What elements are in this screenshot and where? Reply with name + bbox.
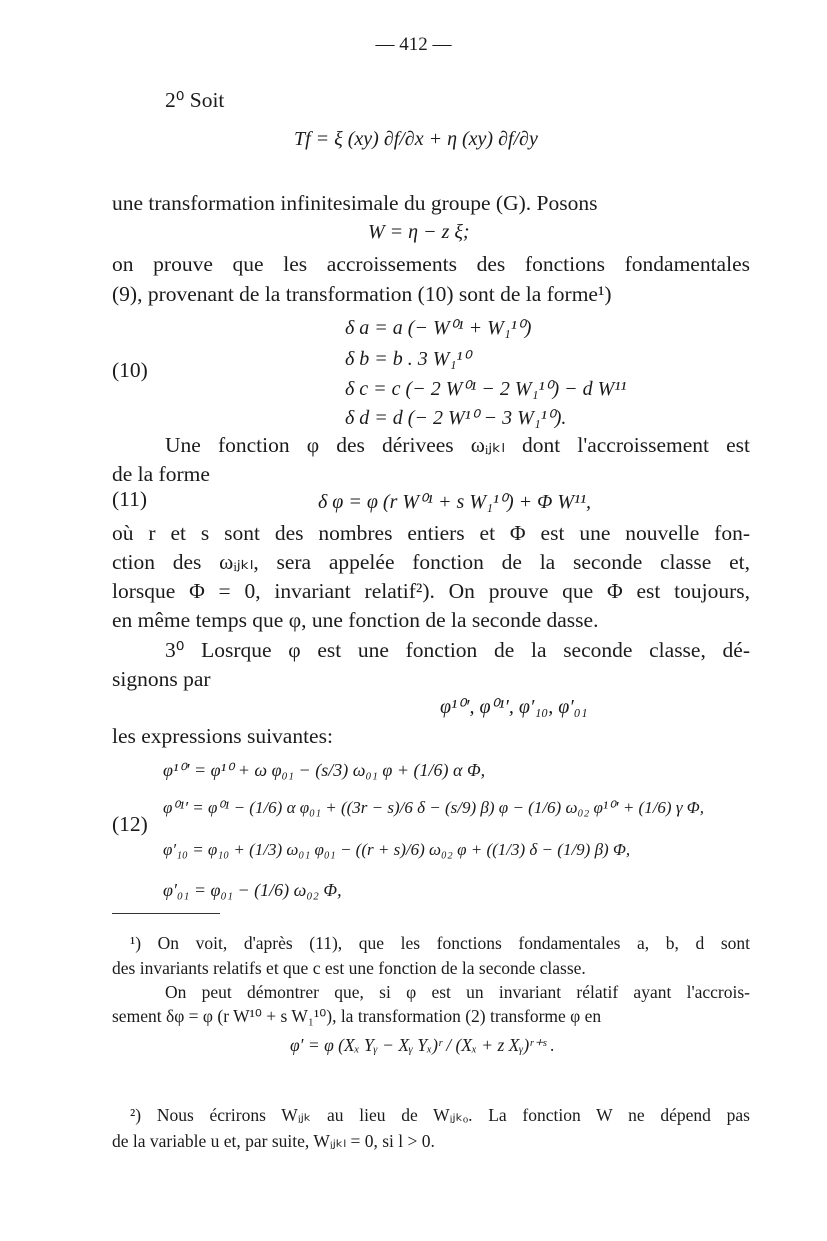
equation-label-10: (10) xyxy=(112,358,148,382)
equation-w: W = η − z ξ; xyxy=(368,221,470,243)
equation-12-b: φ⁰¹′ = φ⁰¹ − (1/6) α φ₀₁ + ((3r − s)/6 δ − (s/9) β) φ − (1/6) ω₀₂ φ¹⁰′ + (1/6) γ Φ, xyxy=(163,798,704,817)
text-line: signons par xyxy=(112,667,211,691)
text-line: Une fonction φ des dérivees ωᵢⱼₖₗ dont l'accroissement est xyxy=(165,433,750,457)
footnote-2-line: de la variable u et, par suite, Wᵢⱼₖₗ = 0, si l > 0. xyxy=(112,1131,435,1151)
text-line: en même temps que φ, une fonction de la seconde dasse. xyxy=(112,608,599,632)
equation-10-c: δ c = c (− 2 W⁰¹ − 2 W₁¹⁰) − d W¹¹ xyxy=(345,378,627,400)
equation-11: δ φ = φ (r W⁰¹ + s W₁¹⁰) + Φ W¹¹, xyxy=(318,491,591,513)
text-line: où r et s sont des nombres entiers et Φ est une nouvelle fon- xyxy=(112,521,750,545)
text-line: de la forme xyxy=(112,462,210,486)
equation-tf: Tf = ξ (xy) ∂f/∂x + η (xy) ∂f/∂y xyxy=(294,128,538,150)
footnote-1: ¹) On voit, d'après (11), que les fonctions fondamentales a, b, d sont xyxy=(130,933,750,953)
text-line: (9), provenant de la transformation (10) sont de la forme¹) xyxy=(112,282,612,306)
page-number: — 412 — xyxy=(375,34,452,55)
equation-12-d: φ′₀₁ = φ₀₁ − (1/6) ω₀₂ Φ, xyxy=(163,880,342,900)
footnote-1-line: sement δφ = φ (r W¹⁰ + s W₁¹⁰), la transformation (2) transforme φ en xyxy=(112,1006,602,1026)
footnote-2: ²) Nous écrirons Wᵢⱼₖ au lieu de Wᵢⱼₖₒ. La fonction W ne dépend pas xyxy=(130,1105,750,1125)
text-line: lorsque Φ = 0, invariant relatif²). On prouve que Φ est toujours, xyxy=(112,579,750,603)
footnote-1-equation: φ′ = φ (Xₓ Yᵧ − Xᵧ Yₓ)ʳ / (Xₓ + z Xᵧ)ʳ⁺ˢ . xyxy=(290,1035,555,1055)
equation-10-b: δ b = b . 3 W₁¹⁰ xyxy=(345,348,471,370)
footnote-divider xyxy=(112,913,220,914)
equation-12-c: φ′₁₀ = φ₁₀ + (1/3) ω₀₁ φ₀₁ − ((r + s)/6) ω₀₂ φ + ((1/3) δ − (1/9) β) Φ, xyxy=(163,840,631,859)
text-line: on prouve que les accroissements des fonctions fondamentales xyxy=(112,252,750,276)
text-line: une transformation infinitesimale du groupe (G). Posons xyxy=(112,191,598,215)
footnote-1-line: On peut démontrer que, si φ est un invariant rélatif ayant l'accrois- xyxy=(165,982,750,1002)
section-3-intro: 3⁰ Losrque φ est une fonction de la seconde classe, dé- xyxy=(165,638,750,662)
equation-label-12: (12) xyxy=(112,812,148,836)
text-line: les expressions suivantes: xyxy=(112,724,333,748)
equation-label-11: (11) xyxy=(112,487,148,511)
text-line: ction des ωᵢⱼₖₗ, sera appelée fonction de la seconde classe et, xyxy=(112,550,750,574)
equation-10-d: δ d = d (− 2 W¹⁰ − 3 W₁¹⁰). xyxy=(345,407,567,429)
footnote-1-line: des invariants relatifs et que c est une fonction de la seconde classe. xyxy=(112,958,586,978)
equation-12-a: φ¹⁰′ = φ¹⁰ + ω φ₀₁ − (s/3) ω₀₁ φ + (1/6) α Φ, xyxy=(163,760,486,780)
equation-10-a: δ a = a (− W⁰¹ + W₁¹⁰) xyxy=(345,317,532,339)
equation-list: φ¹⁰′, φ⁰¹′, φ′₁₀, φ′₀₁ xyxy=(440,696,588,718)
section-2-intro: 2⁰ Soit xyxy=(165,88,225,112)
